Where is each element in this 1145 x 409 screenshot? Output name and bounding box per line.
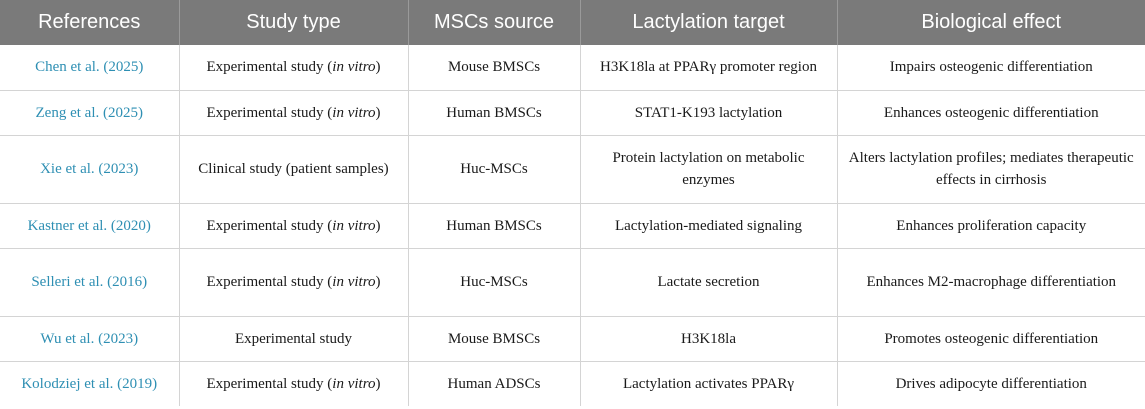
source-cell: Human BMSCs [408,203,580,248]
reference-link[interactable]: Zeng et al. (2025) [0,90,179,135]
source-cell: Huc-MSCs [408,135,580,203]
source-cell: Mouse BMSCs [408,316,580,361]
reference-link[interactable]: Kolodziej et al. (2019) [21,375,158,392]
target-cell: STAT1-K193 lactylation [580,90,837,135]
target-cell: Lactylation-mediated signaling [580,203,837,248]
study-type-italic: in vitro [332,217,376,234]
study-type-text: Experimental study ( [206,217,333,234]
study-type-close: ) [375,375,381,392]
study-type-cell [179,135,408,203]
effect-cell: Alters lactylation profiles; mediates therapeutic effects in cirrhosis [837,135,1145,203]
table-row [0,135,1145,203]
study-type-text: Experimental study ( [206,104,333,121]
target-cell: Lactate secretion [580,248,837,316]
study-type-close: ) [375,104,381,121]
header-mscs-source: MSCs source [408,0,580,45]
table-row [0,361,1145,406]
target-cell: H3K18la [580,316,837,361]
effect-cell: Impairs osteogenic differentiation [837,45,1145,90]
study-type-cell [179,316,408,361]
effect-cell: Enhances osteogenic differentiation [837,90,1145,135]
reference-link[interactable]: Selleri et al. (2016) [0,248,179,316]
study-type-italic: in vitro [332,274,376,290]
header-study-type: Study type [179,0,408,45]
study-type-close: ) [375,274,381,290]
effect-cell: Enhances proliferation capacity [837,203,1145,248]
table-row [0,203,1145,248]
study-type-text: Clinical study (patient samples) [198,161,389,177]
study-type-cell [179,90,408,135]
study-type-italic: in vitro [332,375,376,392]
target-cell: Lactylation activates PPARγ [580,361,837,406]
reference-link[interactable]: Chen et al. (2025) [0,45,179,90]
study-type-cell [179,248,408,316]
study-type-text: Experimental study ( [206,274,333,290]
study-type-italic: in vitro [332,104,376,121]
table-row [0,90,1145,135]
header-references: References [0,0,179,45]
effect-cell: Drives adipocyte differentiation [837,361,1145,406]
source-cell: Human ADSCs [408,361,580,406]
study-type-cell [179,361,408,406]
study-type-italic: in vitro [332,59,376,76]
reference-link[interactable]: Kastner et al. (2020) [0,203,179,248]
table-row [0,45,1145,90]
reference-link[interactable]: Wu et al. (2023) [0,316,179,361]
header-row [0,0,1145,45]
header-lactylation-target: Lactylation target [580,0,837,45]
study-type-close: ) [375,217,381,234]
study-type-text: Experimental study ( [206,375,333,392]
study-type-cell [179,203,408,248]
target-cell: Protein lactylation on metabolic enzymes [580,135,837,203]
study-type-text: Experimental study ( [206,59,333,76]
source-cell: Human BMSCs [408,90,580,135]
table-row [0,316,1145,361]
source-cell: Huc-MSCs [408,248,580,316]
table-row [0,248,1145,316]
study-type-close: ) [375,59,381,76]
source-cell: Mouse BMSCs [408,45,580,90]
header-biological-effect: Biological effect [837,0,1145,45]
study-type-cell [179,45,408,90]
target-cell: H3K18la at PPARγ promoter region [580,45,837,90]
effect-cell: Promotes osteogenic differentiation [837,316,1145,361]
effect-cell: Enhances M2-macrophage differentiation [837,248,1145,316]
study-type-text: Experimental study [234,330,353,347]
reference-link[interactable]: Xie et al. (2023) [0,135,179,203]
